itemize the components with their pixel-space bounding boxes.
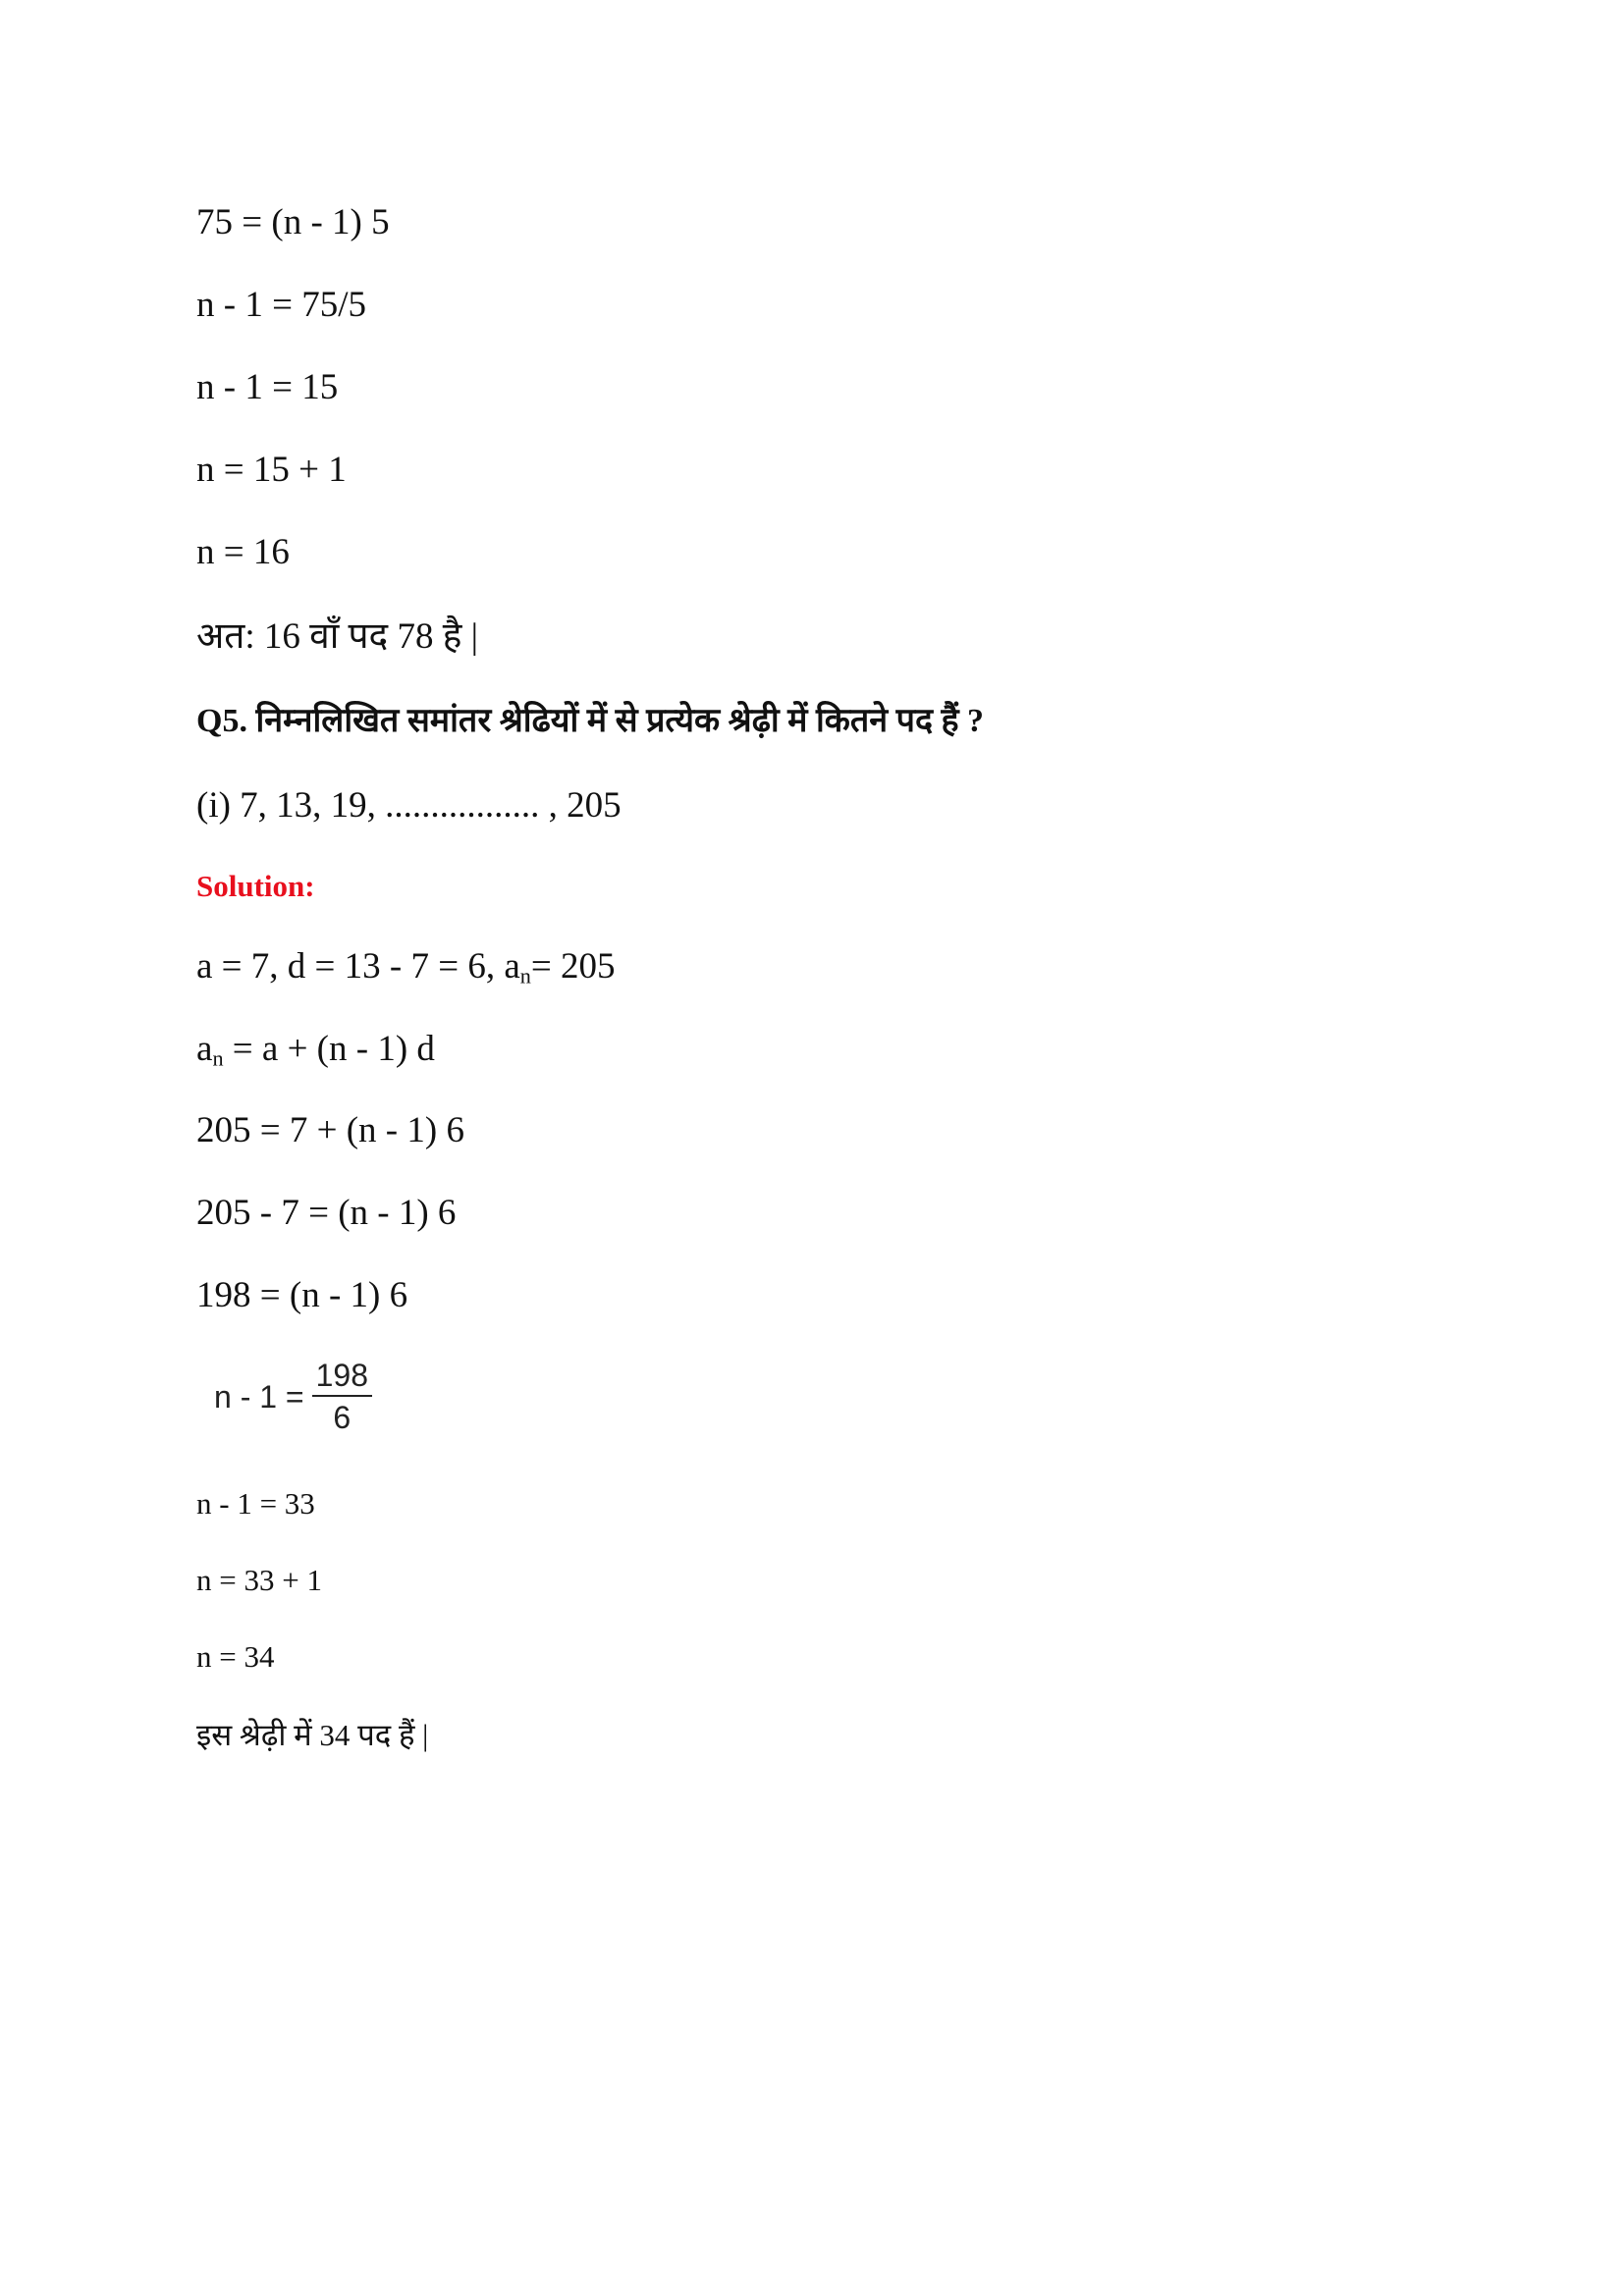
equation-line: n = 15 + 1 [196,450,347,490]
equation-line: n = 34 [196,1639,275,1674]
formula-rest: = a + (n - 1) d [223,1029,435,1069]
given-rest: = 205 [530,946,616,987]
fraction-lhs: n - 1 = [214,1378,304,1415]
answer-statement: अत: 16 वाँ पद 78 है | [196,616,479,657]
question-label: Q5. [196,703,247,739]
fraction-numerator: 198 [312,1359,372,1397]
ap-formula [196,1029,435,1071]
formula-term: a [196,1029,213,1069]
equation-line: n - 1 = 75/5 [196,285,366,325]
fraction [312,1359,372,1435]
equation-line: 198 = (n - 1) 6 [196,1275,408,1315]
question-text: निम्नलिखित समांतर श्रेढियों में से प्रत्येक श्रेढ़ी में कितने पद हैं ? [255,703,985,739]
subscript-n: n [519,963,531,988]
equation-line: 205 - 7 = (n - 1) 6 [196,1193,457,1233]
equation-line: 75 = (n - 1) 5 [196,202,390,242]
equation-line: n = 16 [196,532,290,572]
subscript-n: n [212,1045,224,1071]
equation-line: n = 33 + 1 [196,1563,322,1597]
given-values [196,946,616,988]
fraction-denominator: 6 [333,1400,352,1436]
question-heading [196,705,984,738]
equation-line: n - 1 = 33 [196,1486,315,1521]
equation-line: n - 1 = 15 [196,367,339,407]
question-part-i: (i) 7, 13, 19, ................. , 205 [196,785,622,826]
fraction-equation [214,1359,372,1435]
conclusion-statement: इस श्रेढ़ी में 34 पद हैं | [196,1718,429,1752]
solution-heading: Solution: [196,869,315,903]
given-text: a = 7, d = 13 - 7 = 6, a [196,946,520,987]
equation-line: 205 = 7 + (n - 1) 6 [196,1110,464,1150]
